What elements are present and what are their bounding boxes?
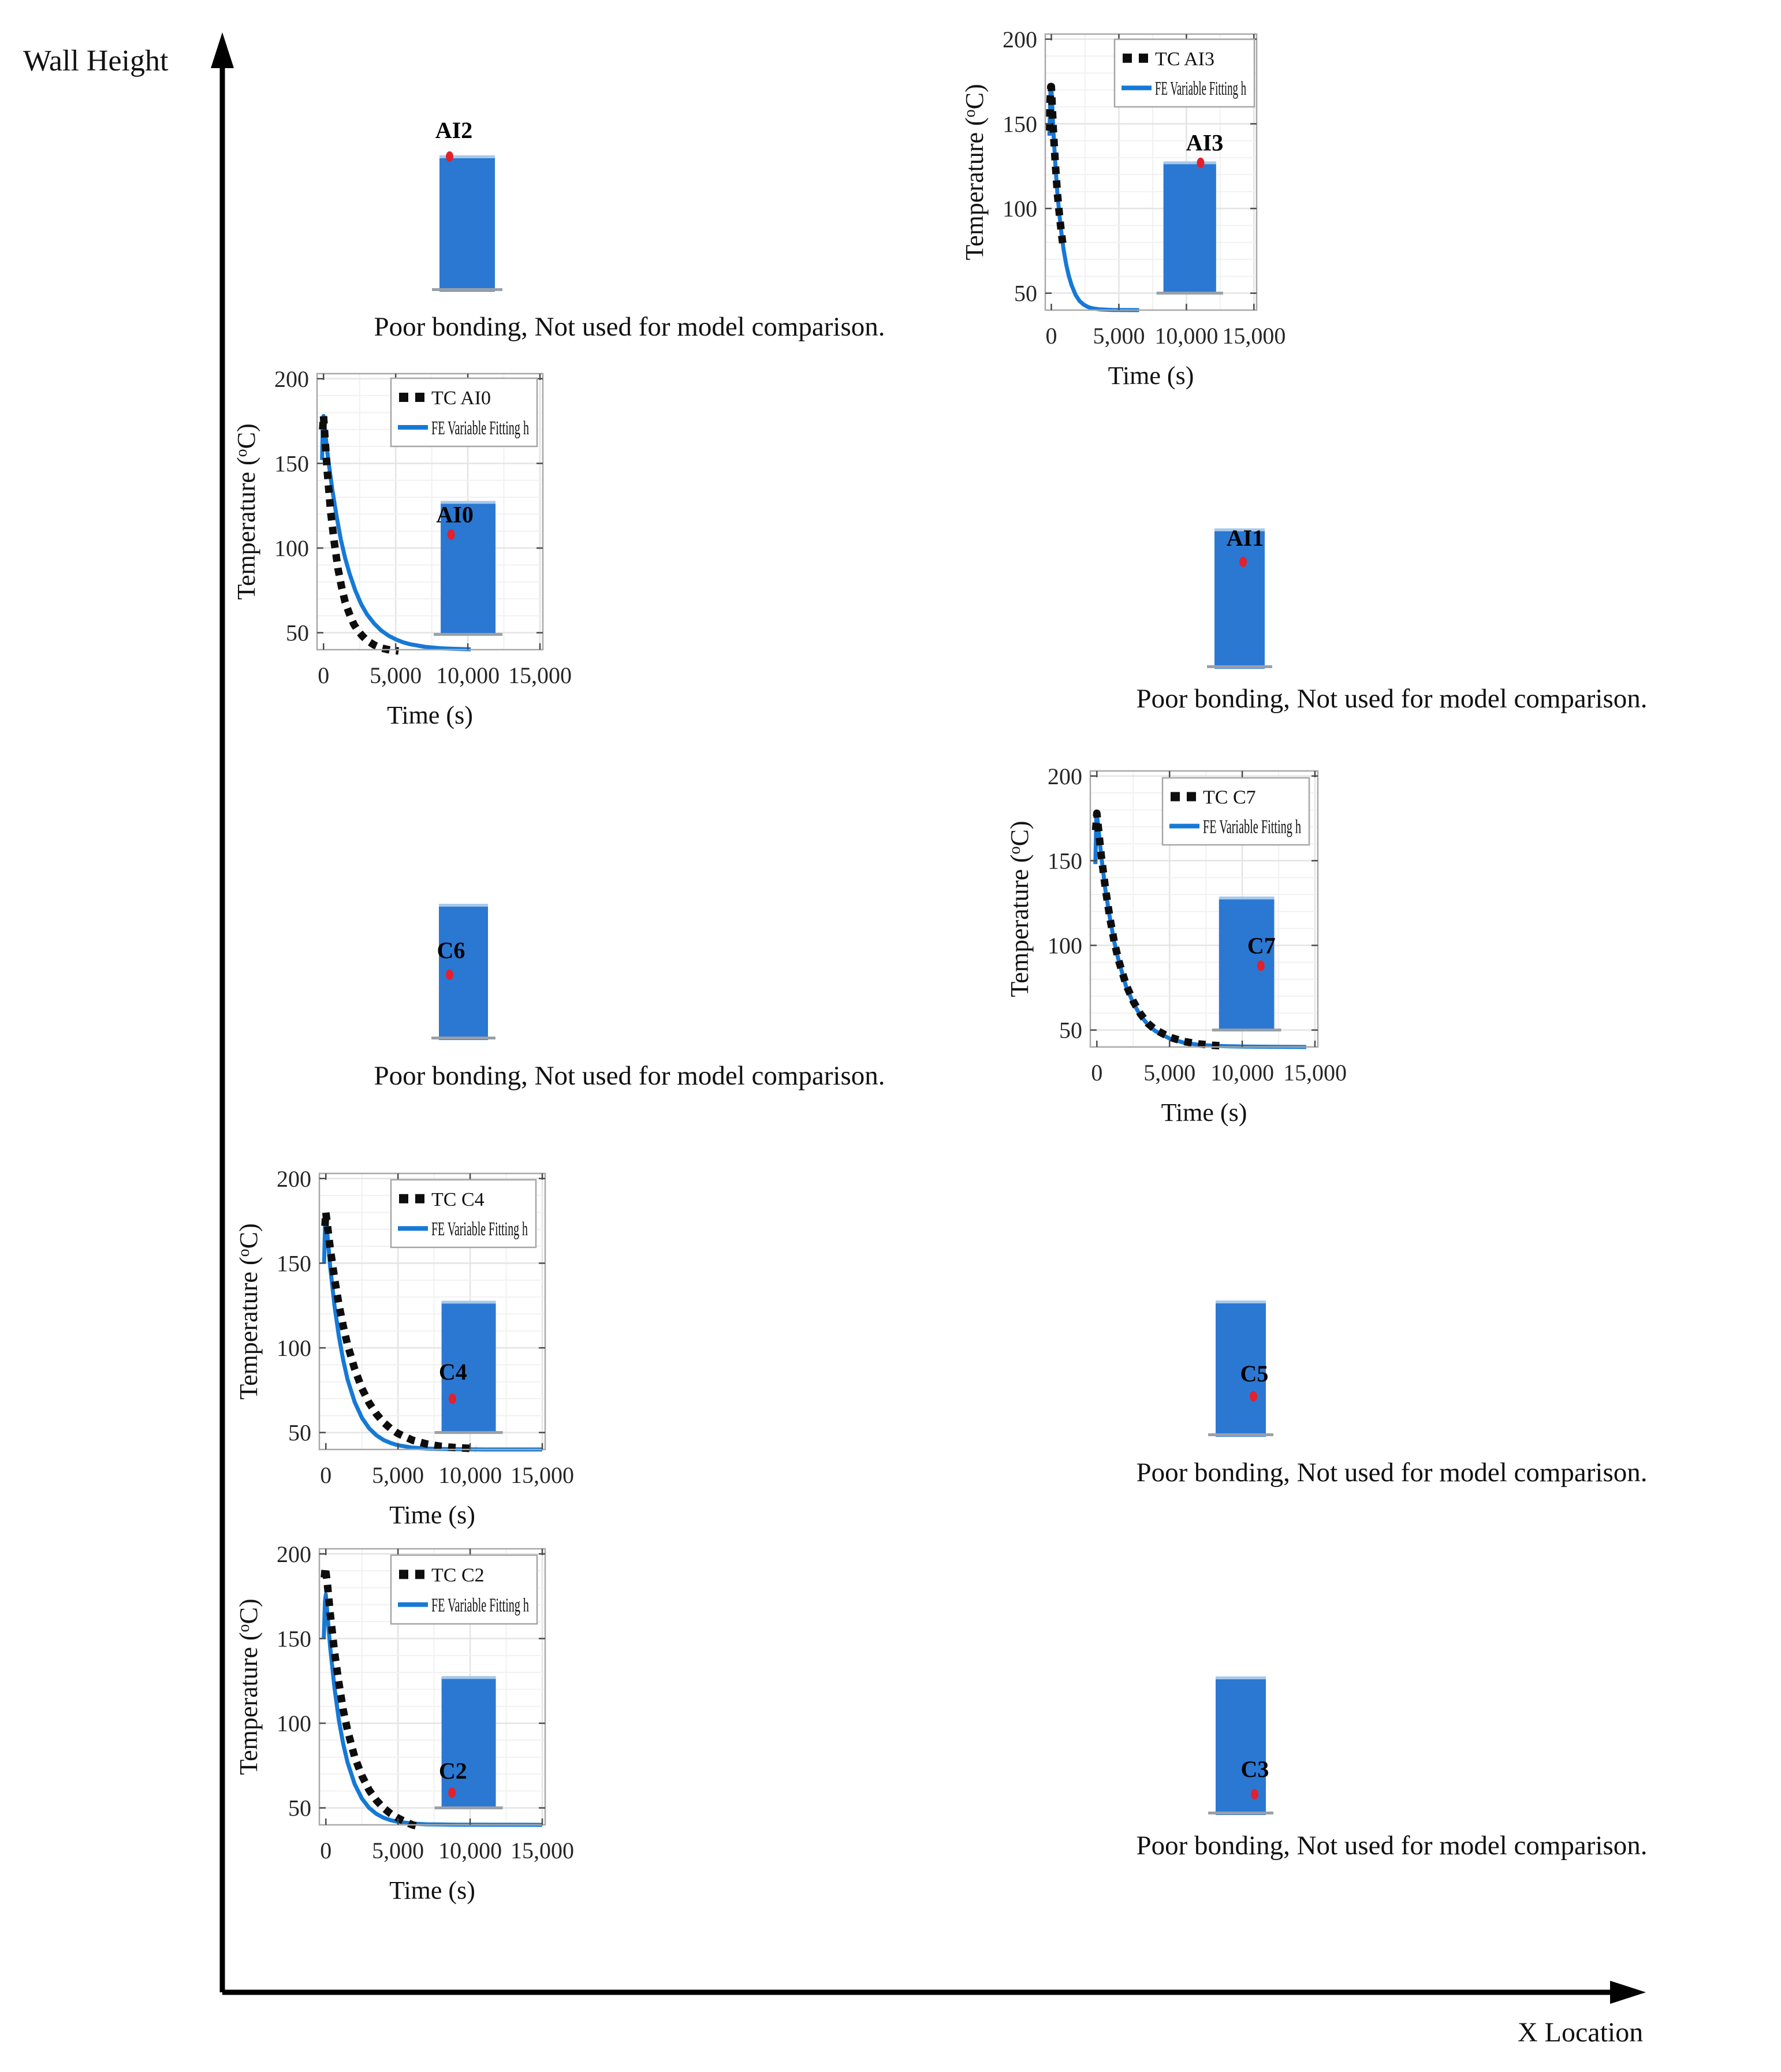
x-tick-label: 15,000: [508, 662, 572, 688]
legend: [391, 378, 537, 446]
y-axis-label: Temperature ($^o$C): [234, 1598, 263, 1775]
tc-location-dot: [446, 151, 453, 162]
wall-sample-bar: [1164, 163, 1216, 293]
x-axis-label: Time (s): [389, 1876, 475, 1905]
y-tick-label: 200: [1048, 763, 1082, 789]
wall-sample-bar: [442, 1678, 496, 1808]
y-tick-label: 200: [277, 1165, 311, 1192]
x-tick-label: 0: [320, 1838, 332, 1864]
sample-label: C5: [1240, 1361, 1269, 1387]
x-axis-label: Time (s): [387, 701, 473, 729]
wall-sample-bar: [1216, 1676, 1266, 1815]
legend-tc-label: TC C7: [1203, 787, 1256, 808]
temperature-chart-AI3: [959, 25, 1286, 403]
x-location-axis-label: X Location: [1518, 2017, 1644, 2048]
x-tick-label: 0: [320, 1462, 332, 1488]
legend-tc-marker: [415, 1194, 424, 1203]
sample-label: C2: [438, 1758, 467, 1784]
wall-sample-baseline: [1207, 665, 1272, 668]
legend-tc-label: TC C4: [431, 1188, 485, 1210]
tc-location-dot: [1257, 960, 1265, 971]
legend-tc-marker: [399, 393, 408, 402]
y-tick-label: 50: [1014, 280, 1037, 307]
x-axis-label: Time (s): [1161, 1098, 1247, 1127]
y-tick-label: 150: [277, 1626, 311, 1652]
x-axis-label: Time (s): [1108, 362, 1194, 390]
tc-series-line: [1049, 87, 1063, 249]
sample-label: C6: [437, 937, 465, 963]
y-tick-label: 150: [1048, 848, 1082, 874]
legend-tc-marker: [399, 1570, 408, 1579]
poor-bonding-caption: Poor bonding, Not used for model comparison.: [374, 1061, 885, 1091]
y-tick-label: 100: [274, 535, 309, 562]
sample-label: AI0: [436, 501, 474, 528]
x-tick-label: 10,000: [1154, 323, 1219, 349]
poor-bonding-caption: Poor bonding, Not used for model comparison.: [1136, 1458, 1648, 1488]
legend-tc-marker: [1139, 54, 1148, 63]
legend-fe-label: FE Variable Fitting h: [431, 1218, 528, 1240]
x-axis-label: Time (s): [389, 1501, 475, 1529]
tc-location-dot: [1197, 158, 1204, 168]
x-tick-label: 15,000: [1283, 1060, 1347, 1086]
tc-location-dot: [1250, 1391, 1257, 1402]
y-axis-label: Temperature ($^o$C): [960, 84, 989, 260]
temperature-chart-C7: [1004, 762, 1347, 1139]
fe-series-line: [324, 1216, 542, 1449]
x-tick-label: 10,000: [436, 662, 500, 688]
legend-tc-marker: [415, 1570, 424, 1579]
x-tick-label: 15,000: [1222, 323, 1286, 349]
y-tick-label: 100: [1048, 933, 1082, 959]
legend: [1115, 39, 1254, 107]
sample-label: C3: [1240, 1756, 1269, 1782]
fe-series-line: [324, 1594, 542, 1825]
y-tick-label: 50: [1059, 1017, 1082, 1044]
legend-tc-label: TC AI3: [1155, 48, 1214, 70]
legend-fe-label: FE Variable Fitting h: [1155, 78, 1246, 100]
wall-sample-baseline: [1208, 1433, 1273, 1436]
y-tick-label: 100: [277, 1335, 311, 1362]
x-tick-label: 5,000: [372, 1838, 424, 1864]
x-tick-label: 0: [1091, 1060, 1103, 1086]
fe-series-line: [1096, 813, 1306, 1047]
legend-tc-marker: [399, 1194, 408, 1203]
sample-label: C7: [1247, 933, 1276, 959]
x-tick-label: 10,000: [1210, 1060, 1275, 1086]
temperature-chart-AI0: [230, 365, 572, 742]
tc-location-dot: [448, 1787, 456, 1798]
legend: [391, 1180, 536, 1247]
y-tick-label: 100: [277, 1710, 311, 1737]
x-tick-label: 5,000: [1093, 323, 1145, 349]
legend-tc-label: TC AI0: [431, 387, 491, 409]
legend-fe-label: FE Variable Fitting h: [431, 1594, 529, 1616]
legend: [391, 1555, 537, 1624]
sample-label: AI2: [435, 117, 473, 143]
y-axis-label: Temperature ($^o$C): [232, 423, 260, 600]
legend: [1163, 778, 1309, 845]
sample-label: AI1: [1226, 525, 1264, 551]
x-tick-label: 5,000: [1143, 1060, 1196, 1086]
wall-height-axis-label: Wall Height: [23, 44, 169, 77]
legend-tc-marker: [415, 393, 424, 402]
y-tick-label: 150: [274, 450, 309, 477]
legend-fe-label: FE Variable Fitting h: [431, 417, 529, 439]
y-tick-label: 50: [286, 620, 309, 646]
sample-label: C4: [438, 1359, 467, 1385]
wall-sample-bar: [1219, 898, 1275, 1030]
x-tick-label: 5,000: [370, 662, 422, 688]
x-location-axis-arrowhead: [1610, 1981, 1646, 2004]
legend-tc-marker: [1187, 792, 1196, 801]
poor-bonding-caption: Poor bonding, Not used for model comparison.: [1136, 684, 1648, 714]
legend-tc-marker: [1123, 54, 1132, 63]
x-tick-label: 0: [318, 662, 330, 688]
wall-height-axis-arrowhead: [211, 32, 234, 68]
temperature-chart-C2: [233, 1540, 575, 1917]
wall-sample-baseline: [432, 288, 502, 291]
y-axis-label: Temperature ($^o$C): [234, 1223, 263, 1400]
wall-sample-bar: [439, 155, 495, 292]
tc-location-dot: [449, 1393, 456, 1404]
poor-bonding-caption: Poor bonding, Not used for model comparison.: [374, 312, 885, 342]
tc-location-dot: [1251, 1789, 1258, 1799]
tc-location-dot: [446, 970, 453, 980]
poor-bonding-caption: Poor bonding, Not used for model comparison.: [1136, 1831, 1648, 1861]
x-tick-label: 10,000: [438, 1462, 502, 1488]
wall-sample-baseline: [431, 1037, 495, 1039]
legend-tc-marker: [1171, 792, 1180, 801]
y-axis-label: Temperature ($^o$C): [1005, 821, 1034, 997]
y-tick-label: 100: [1003, 196, 1037, 222]
sample-label: AI3: [1186, 129, 1224, 156]
y-tick-label: 50: [288, 1419, 311, 1446]
temperature-chart-C4: [233, 1165, 575, 1542]
legend-tc-label: TC C2: [431, 1564, 485, 1586]
y-tick-label: 150: [1003, 111, 1037, 137]
y-tick-label: 200: [277, 1541, 311, 1567]
tc-location-dot: [448, 530, 455, 540]
tc-location-dot: [1239, 557, 1247, 567]
tc-series-line: [1096, 813, 1223, 1046]
legend-fe-label: FE Variable Fitting h: [1203, 816, 1301, 838]
y-tick-label: 200: [274, 366, 309, 392]
x-tick-label: 10,000: [438, 1838, 502, 1864]
y-tick-label: 150: [277, 1250, 311, 1277]
y-tick-label: 200: [1003, 26, 1037, 53]
x-tick-label: 15,000: [511, 1462, 575, 1488]
y-tick-label: 50: [288, 1795, 311, 1821]
x-tick-label: 5,000: [372, 1462, 424, 1488]
wall-sample-baseline: [1208, 1812, 1273, 1814]
x-tick-label: 15,000: [511, 1838, 575, 1864]
x-tick-label: 0: [1045, 323, 1057, 349]
